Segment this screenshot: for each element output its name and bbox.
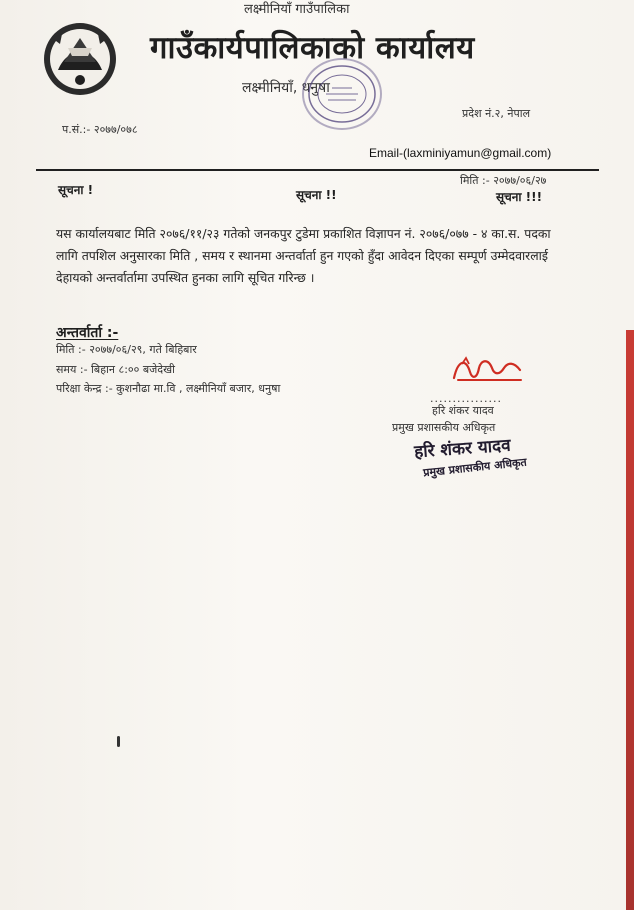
ink-mark: [117, 736, 120, 747]
interview-center: परिक्षा केन्द्र :- कुशनौढा मा.वि , लक्ष्मीनियाँ बजार, धनुषा: [56, 382, 281, 395]
office-subtitle: लक्ष्मीनियाँ, धनुषा: [242, 80, 330, 96]
red-edge-strip: [626, 330, 634, 910]
signature-dots: ................: [430, 392, 502, 405]
office-title: गाउँकार्यपालिकाको कार्यालय: [150, 30, 475, 66]
office-stamp: [302, 58, 382, 130]
notice-heading-middle: सूचना !!: [296, 188, 337, 202]
province-label: प्रदेश नं.२, नेपाल: [462, 107, 531, 120]
government-logo: [40, 18, 120, 100]
interview-time: समय :- बिहान ८:०० बजेदेखी: [56, 363, 175, 376]
notice-paragraph: यस कार्यालयबाट मिति २०७६/११/२३ गतेको जनकपुर टुडेमा प्रकाशित विज्ञापन नं. २०७६/०७७ - ४ का.स. पदका लागि तपशिल अनुसारका मिति , समय र स्थानमा अन्तर्वार्ता हुन गएको हुँदा आवेदन दिएका सम्पूर्ण उम्मेदवारलाई देहायको अन्तर्वार्तामा उपस्थित हुनका लागि सूचित गरिन्छ ।: [56, 226, 551, 285]
header-divider: [36, 169, 599, 171]
interview-date: मिति :- २०७७/०६/२९, गते बिहिबार: [56, 343, 197, 356]
signature-block: [392, 350, 552, 486]
email-address: Email-(laxminiyamun@gmail.com): [369, 146, 552, 160]
signatory-name: हरि शंकर यादव: [432, 404, 494, 417]
handwritten-signature: [448, 350, 528, 388]
stamped-role: प्रमुख प्रशासकीय अधिकृत: [422, 455, 528, 480]
top-office-label: लक्ष्मीनियाँ गाउँपालिका: [244, 2, 350, 17]
interview-heading: अन्तर्वार्ता :-: [56, 325, 119, 341]
signatory-role: प्रमुख प्रशासकीय अधिकृत: [392, 421, 496, 434]
notice-date: मिति :- २०७७/०६/२७: [460, 174, 547, 187]
stamped-name: हरि शंकर यादव: [413, 435, 512, 463]
notice-heading-right: सूचना !!!: [496, 190, 543, 204]
reference-number: प.सं.:- २०७७/०७८: [62, 123, 138, 136]
notice-heading-left: सूचना !: [58, 183, 94, 197]
